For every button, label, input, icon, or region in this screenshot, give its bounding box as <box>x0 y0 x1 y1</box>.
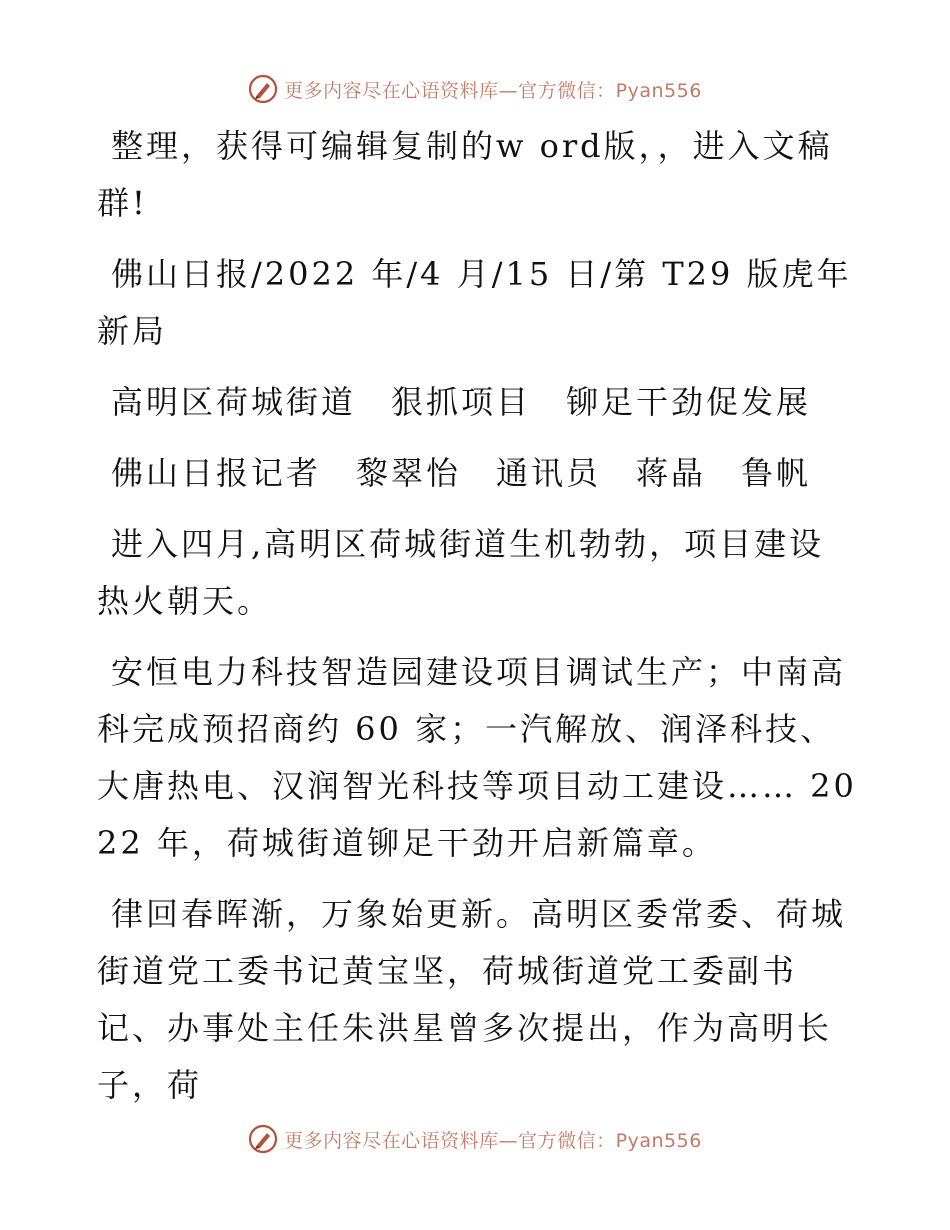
paragraph-source: 佛山日报/2022 年/4 月/15 日/第 T29 版虎年新局 <box>97 255 852 350</box>
paragraph-body-3: 律回春晖渐，万象始更新。高明区委常委、荷城街道党工委书记黄宝坚，荷城街道党工委副书记、办事处主任朱洪星曾多次提出，作为高明长子，荷 <box>97 895 847 1104</box>
watermark-header <box>0 72 950 106</box>
watermark-text: 更多内容尽在心语资料库—官方微信：Pyan556 <box>284 1129 702 1152</box>
watermark-footer <box>0 1122 950 1156</box>
article-headline: 高明区荷城街道 狠抓项目 铆足干劲促发展 <box>111 383 812 421</box>
paragraph-intro: 整理，获得可编辑复制的w ord版，，进入文稿群! <box>97 127 833 222</box>
watermark-text: 更多内容尽在心语资料库—官方微信：Pyan556 <box>284 79 702 102</box>
paragraph-body-1: 进入四月,高明区荷城街道生机勃勃，项目建设热火朝天。 <box>97 525 825 620</box>
pen-logo-icon <box>248 74 278 104</box>
paragraph-body-2: 安恒电力科技智造园建设项目调试生产；中南高科完成预招商约 60 家；一汽解放、润泽科技、大唐热电、汉润智光科技等项目动工建设…… 2022 年，荷城街道铆足干劲开启新篇章。 <box>97 653 857 862</box>
article-byline: 佛山日报记者 黎翠怡 通讯员 蒋晶 鲁帆 <box>111 454 812 492</box>
document-body <box>97 118 857 1128</box>
pen-logo-icon <box>248 1124 278 1154</box>
